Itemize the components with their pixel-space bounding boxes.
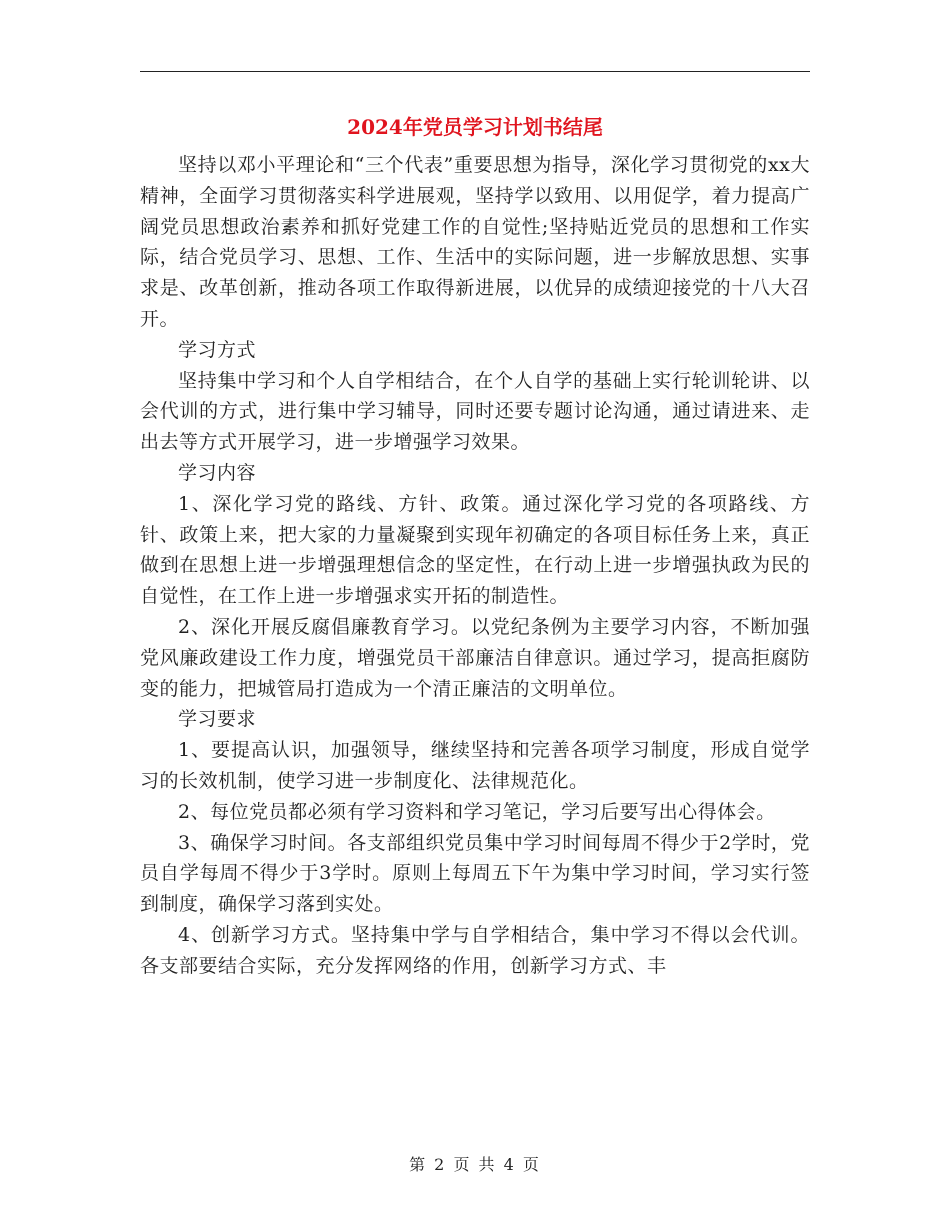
requirement-item-3: 3、确保学习时间。各支部组织党员集中学习时间每周不得少于2学时，党员自学每周不得少于3学时。原则上每周五下午为集中学习时间，学习实行签到制度，确保学习落到实处。 [140, 831, 810, 916]
content-item-2: 2、深化开展反腐倡廉教育学习。以党纪条例为主要学习内容，不断加强党风廉政建设工作力度，增强党员干部廉洁自律意识。通过学习，提高拒腐防变的能力，把城管局打造成为一个清正廉洁的文明单位。 [140, 615, 810, 700]
intro-paragraph: 坚持以邓小平理论和“三个代表”重要思想为指导，深化学习贯彻党的xx大精神，全面学习贯彻落实科学进展观，坚持学以致用、以用促学，着力提高广阔党员思想政治素养和抓好党建工作的自觉性;坚持贴近党员的思想和工作实际，结合党员学习、思想、工作、生活中的实际问题，进一步解放思想、实事求是、改革创新，推动各项工作取得新进展，以优异的成绩迎接党的十八大召开。 [140, 154, 810, 330]
section-heading-method: 学习方式 [178, 338, 257, 361]
document-body [140, 104, 810, 982]
requirement-item-4: 4、创新学习方式。坚持集中学与自学相结合，集中学习不得以会代训。各支部要结合实际，充分发挥网络的作用，创新学习方式、丰 [140, 923, 810, 977]
section-heading-requirements: 学习要求 [178, 708, 257, 731]
requirement-item-2: 2、每位党员都必须有学习资料和学习笔记，学习后要写出心得体会。 [178, 800, 776, 823]
section-heading-content: 学习内容 [178, 461, 257, 484]
document-title: 2024年党员学习计划书结尾 [347, 115, 603, 139]
method-paragraph: 坚持集中学习和个人自学相结合，在个人自学的基础上实行轮训轮讲、以会代训的方式，进行集中学习辅导，同时还要专题讨论沟通，通过请进来、走出去等方式开展学习，进一步增强学习效果。 [140, 369, 810, 454]
content-item-1: 1、深化学习党的路线、方针、政策。通过深化学习党的各项路线、方针、政策上来，把大家的力量凝聚到实现年初确定的各项目标任务上来，真正做到在思想上进一步增强理想信念的坚定性，在行动上进一步增强执政为民的自觉性，在工作上进一步增强求实开拓的制造性。 [140, 492, 810, 608]
header-rule [140, 71, 810, 72]
page-number-footer: 第 2 页 共 4 页 [409, 1155, 541, 1174]
requirement-item-1: 1、要提高认识，加强领导，继续坚持和完善各项学习制度，形成自觉学习的长效机制，使学习进一步制度化、法律规范化。 [140, 739, 810, 792]
